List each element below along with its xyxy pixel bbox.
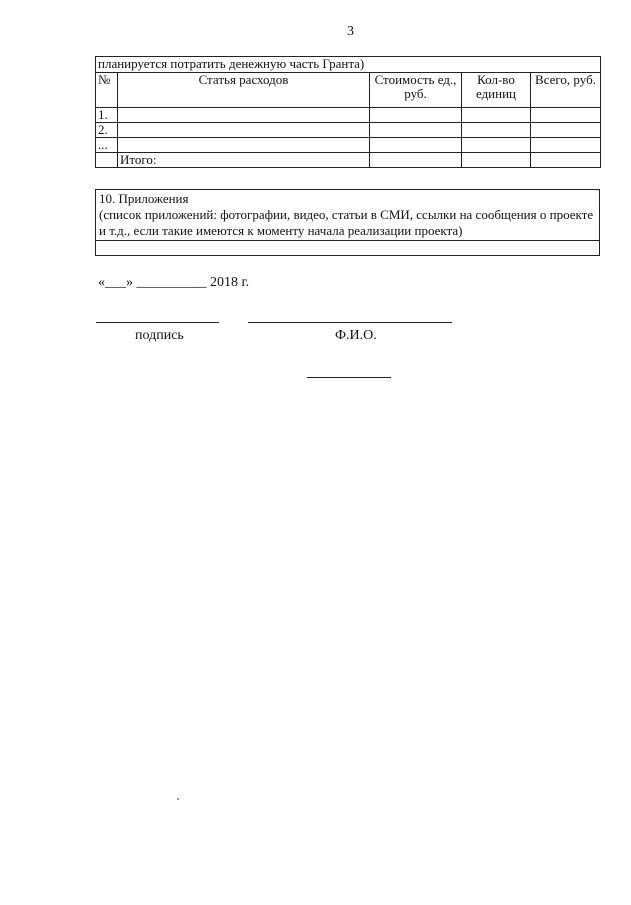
total-sum-cell[interactable]	[531, 153, 601, 168]
row-quantity-cell[interactable]	[462, 138, 531, 153]
fio-label: Ф.И.О.	[335, 328, 377, 343]
date-line: «___» __________ 2018 г.	[98, 275, 250, 290]
total-label: Итого:	[118, 153, 370, 168]
row-total-cell[interactable]	[531, 138, 601, 153]
appendix-header-cell	[96, 190, 600, 241]
row-unit-cost-cell[interactable]	[370, 108, 462, 123]
header-item: Статья расходов	[118, 73, 370, 108]
budget-intro: планируется потратить денежную часть Гранта)	[96, 57, 601, 73]
row-quantity-cell[interactable]	[462, 108, 531, 123]
signature-label: подпись	[135, 328, 184, 343]
row-unit-cost-cell[interactable]	[370, 123, 462, 138]
header-total: Всего, руб.	[531, 73, 601, 108]
total-quantity-cell[interactable]	[462, 153, 531, 168]
header-quantity: Кол-во единиц	[462, 73, 531, 108]
page-number: 3	[347, 24, 354, 39]
row-item-cell[interactable]	[118, 123, 370, 138]
header-unit-cost: Стоимость ед., руб.	[370, 73, 462, 108]
row-number: 1.	[96, 108, 118, 123]
row-item-cell[interactable]	[118, 108, 370, 123]
row-number: 2.	[96, 123, 118, 138]
appendix-table	[95, 189, 600, 256]
row-number: ...	[96, 138, 118, 153]
appendix-description: (список приложений: фотографии, видео, статьи в СМИ, ссылки на сообщения о проекте и т.д., если такие имеются к моменту начала реализации проекта)	[99, 207, 594, 238]
total-unit-cost-cell[interactable]	[370, 153, 462, 168]
row-quantity-cell[interactable]	[462, 123, 531, 138]
fio-underline	[248, 322, 452, 323]
row-item-cell[interactable]	[118, 138, 370, 153]
row-total-cell[interactable]	[531, 123, 601, 138]
header-num: №	[96, 73, 118, 108]
total-row-blank	[96, 153, 118, 168]
end-divider	[307, 377, 391, 378]
scan-speck	[177, 798, 179, 800]
row-total-cell[interactable]	[531, 108, 601, 123]
appendix-title: 10. Приложения	[99, 191, 189, 206]
budget-table	[95, 56, 601, 168]
signature-underline	[96, 322, 219, 323]
row-unit-cost-cell[interactable]	[370, 138, 462, 153]
appendix-input-cell[interactable]	[96, 241, 600, 256]
